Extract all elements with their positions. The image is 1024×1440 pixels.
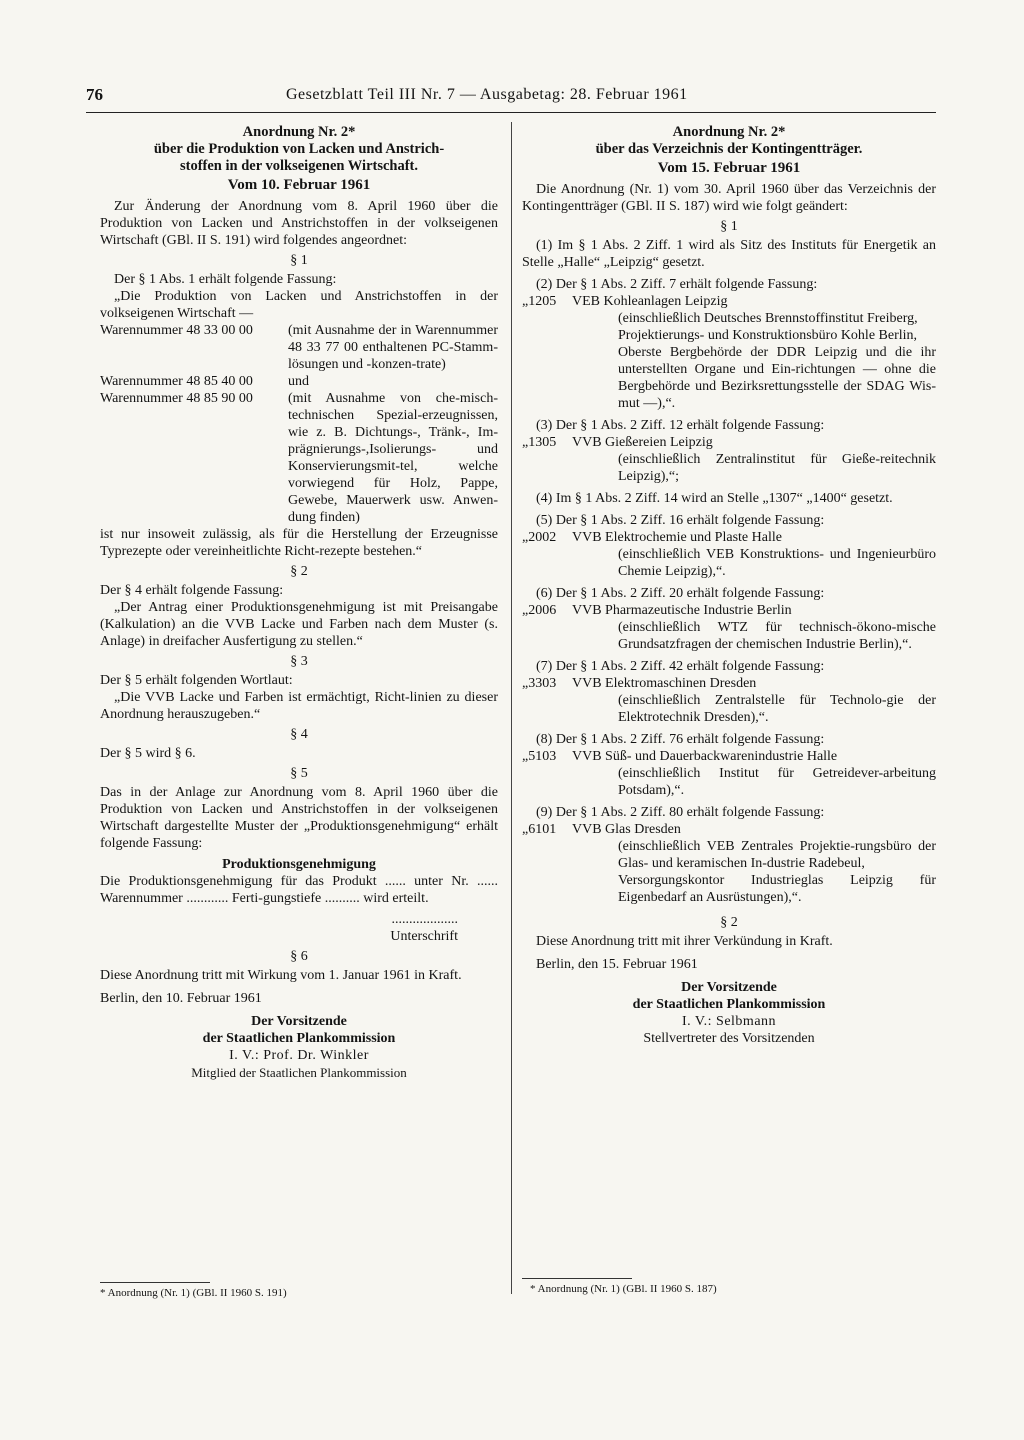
left-s4-text: Der § 5 wird § 6. bbox=[100, 746, 196, 761]
entry-organisation: VEB Kohleanlagen Leipzig bbox=[572, 294, 728, 309]
amendment-item: (4) Im § 1 Abs. 2 Ziff. 14 wird an Stelle „1307“ „1400“ gesetzt. bbox=[536, 491, 893, 506]
left-footnote-rule bbox=[100, 1282, 210, 1283]
entry-detail: (einschließlich VEB Zentrales Projektie-rungsbüro der Glas- und keramischen In-dustrie Radebeul, bbox=[618, 839, 936, 871]
entry-detail: (einschließlich VEB Konstruktions- und Ingenieurbüro Chemie Leipzig),“. bbox=[618, 547, 936, 579]
left-date: Vom 10. Februar 1961 bbox=[227, 177, 371, 193]
left-footnote: * Anordnung (Nr. 1) (GBl. II 1960 S. 191) bbox=[100, 1287, 287, 1299]
ware-label: Warennummer 48 33 00 00 bbox=[100, 323, 253, 338]
entry-number: „6101 bbox=[522, 822, 557, 837]
page-number: 76 bbox=[86, 85, 103, 104]
entry-detail: (einschließlich Institut für Getreidever-arbeitung Potsdam),“. bbox=[618, 766, 936, 798]
form-dots: ................... bbox=[391, 912, 458, 927]
right-column bbox=[522, 124, 936, 1047]
form-signature-label: Unterschrift bbox=[390, 929, 458, 944]
entry-number: „1305 bbox=[522, 435, 557, 450]
right-footnote-rule bbox=[522, 1278, 632, 1279]
left-s6-head: § 6 bbox=[290, 949, 308, 964]
amendment-item: (7) Der § 1 Abs. 2 Ziff. 42 erhält folgende Fassung: bbox=[536, 659, 825, 674]
entry-organisation: VVB Gießereien Leipzig bbox=[572, 435, 713, 450]
left-s1-quote: „Die Produktion von Lacken und Anstrichstoffen in der volkseigenen Wirtschaft — bbox=[100, 289, 498, 321]
page-header bbox=[86, 86, 936, 108]
left-s3-quote: „Die VVB Lacke und Farben ist ermächtigt, Richt-linien zu dieser Anordnung herauszugeben.“ bbox=[100, 690, 498, 722]
left-s1-text: Der § 1 Abs. 1 erhält folgende Fassung: bbox=[114, 272, 337, 287]
left-s2-head: § 2 bbox=[290, 564, 308, 579]
left-column bbox=[100, 124, 498, 1081]
entry-number: „1205 bbox=[522, 294, 557, 309]
entry-organisation: VVB Glas Dresden bbox=[572, 822, 681, 837]
right-date: Vom 15. Februar 1961 bbox=[657, 160, 801, 176]
entry-number: „2002 bbox=[522, 530, 557, 545]
entry-number: „2006 bbox=[522, 603, 557, 618]
left-s5-text: Das in der Anlage zur Anordnung vom 8. April 1960 über die Produktion von Lacken und Anstrichstoffen in der volkseigenen Wirtschaft dargestellte Muster der „Produktionsgenehmigung“ erhält folgende Fassung: bbox=[100, 785, 498, 851]
entry-organisation: VVB Süß- und Dauerbackwarenindustrie Halle bbox=[572, 749, 838, 764]
entry-row bbox=[522, 748, 936, 765]
left-intro: Zur Änderung der Anordnung vom 8. April 1960 über die Produktion von Lacken und Anstrichstoffen in der volkseigenen Wirtschaft (GBl. II S. 191) wird folgendes angeordnet: bbox=[100, 199, 498, 248]
amendment-item: (1) Im § 1 Abs. 2 Ziff. 1 wird als Sitz des Instituts für Energetik an Stelle „Halle“ „Leipzig“ gesetzt. bbox=[522, 238, 936, 270]
form-title: Produktionsgenehmigung bbox=[222, 857, 376, 872]
ware-row bbox=[100, 390, 498, 526]
right-s1-head: § 1 bbox=[720, 219, 738, 234]
left-s3-text: Der § 5 erhält folgenden Wortlaut: bbox=[100, 673, 293, 688]
entry-number: „5103 bbox=[522, 749, 557, 764]
entry-detail: Versorgungskontor Industrieglas Leipzig für Eigenbedarf an Ausrüstungen),“. bbox=[618, 873, 936, 905]
entry-row bbox=[522, 675, 936, 692]
running-title: Gesetzblatt Teil III Nr. 7 — Ausgabetag: 28. Februar 1961 bbox=[286, 86, 688, 103]
right-intro: Die Anordnung (Nr. 1) vom 30. April 1960 über das Verzeichnis der Kontingentträger (GBl. II S. 187) wird wie folgt geändert: bbox=[522, 182, 936, 214]
left-s5-head: § 5 bbox=[290, 766, 308, 781]
entry-row bbox=[522, 434, 936, 451]
left-s3-head: § 3 bbox=[290, 654, 308, 669]
entry-number: „3303 bbox=[522, 676, 557, 691]
entry-organisation: VVB Pharmazeutische Industrie Berlin bbox=[572, 603, 792, 618]
entry-detail: (einschließlich Deutsches Brennstoffinstitut Freiberg, bbox=[618, 311, 918, 326]
right-footnote: * Anordnung (Nr. 1) (GBl. II 1960 S. 187) bbox=[530, 1283, 717, 1295]
right-items bbox=[522, 237, 936, 906]
left-sig-org: der Staatlichen Plankommission bbox=[202, 1031, 396, 1046]
right-title-line: über das Verzeichnis der Kontingentträger. bbox=[595, 141, 863, 157]
left-title-line: Anordnung Nr. 2* bbox=[242, 124, 356, 140]
left-s1-end: ist nur insoweit zulässig, als für die Herstellung der Erzeugnisse Typrezepte oder vereinheitlichte Richt-rezepte bestehen.“ bbox=[100, 527, 498, 559]
column-divider bbox=[511, 122, 512, 1294]
right-sig-org: der Staatlichen Plankommission bbox=[632, 997, 826, 1012]
ware-label: Warennummer 48 85 40 00 bbox=[100, 374, 253, 389]
ware-text: (mit Ausnahme von che-misch-technischen Spezial-erzeugnissen, wie z. B. Dichtungs-, Tränk-, Im-prägnierungs-,Isolierungs- und Konservierungsmit-tel, welche vorwiegend für Holz, Pappe, Gewebe, Mauerwerk usw. Anwen-dung finden) bbox=[288, 391, 498, 525]
entry-detail: Oberste Bergbehörde der DDR Leipzig und die ihr unterstellten Organe und Ein-richtungen — ohne die Bergbehörde und Bezirksrettungsstelle der SDAG Wis-mut —),“. bbox=[618, 345, 936, 411]
ware-label: Warennummer 48 85 90 00 bbox=[100, 391, 253, 406]
form-text: Die Produktionsgenehmigung für das Produkt ...... unter Nr. ...... Warennummer ............ Ferti-gungstiefe .......... wird erteilt. bbox=[100, 874, 498, 906]
right-sig-role: Stellvertreter des Vorsitzenden bbox=[643, 1031, 815, 1046]
left-title-line: stoffen in der volkseigenen Wirtschaft. bbox=[179, 158, 419, 174]
ware-text: und bbox=[288, 374, 309, 389]
left-s1-head: § 1 bbox=[290, 253, 308, 268]
entry-detail: Projektierungs- und Konstruktionsbüro Kohle Berlin, bbox=[618, 328, 918, 343]
entry-detail: (einschließlich WTZ für technisch-ökono-mische Grundsatzfragen der chemischen Industrie Berlin),“. bbox=[618, 620, 936, 652]
amendment-item: (9) Der § 1 Abs. 2 Ziff. 80 erhält folgende Fassung: bbox=[536, 805, 825, 820]
left-title-line: über die Produktion von Lacken und Anstrich- bbox=[153, 141, 445, 157]
right-title-line: Anordnung Nr. 2* bbox=[672, 124, 786, 140]
left-sig-org: Der Vorsitzende bbox=[251, 1014, 347, 1029]
entry-row bbox=[522, 293, 936, 310]
entry-detail: (einschließlich Zentralstelle für Technolo-gie der Elektrotechnik Dresden),“. bbox=[618, 693, 936, 725]
right-sig-org: Der Vorsitzende bbox=[681, 980, 777, 995]
ware-row bbox=[100, 373, 498, 390]
right-s2-text: Diese Anordnung tritt mit ihrer Verkündung in Kraft. bbox=[536, 934, 833, 949]
amendment-item: (3) Der § 1 Abs. 2 Ziff. 12 erhält folgende Fassung: bbox=[536, 418, 825, 433]
left-sig-role: Mitglied der Staatlichen Plankommission bbox=[191, 1065, 407, 1080]
entry-row bbox=[522, 602, 936, 619]
entry-row bbox=[522, 821, 936, 838]
left-s2-text: Der § 4 erhält folgende Fassung: bbox=[100, 583, 284, 598]
left-sig-name: I. V.: Prof. Dr. Winkler bbox=[229, 1048, 369, 1063]
amendment-item: (2) Der § 1 Abs. 2 Ziff. 7 erhält folgende Fassung: bbox=[536, 277, 818, 292]
ware-row bbox=[100, 322, 498, 373]
entry-row bbox=[522, 529, 936, 546]
entry-detail: (einschließlich Zentralinstitut für Gieße-reitechnik Leipzig),“; bbox=[618, 452, 936, 484]
right-place-date: Berlin, den 15. Februar 1961 bbox=[536, 957, 698, 972]
header-rule bbox=[86, 112, 936, 113]
amendment-item: (6) Der § 1 Abs. 2 Ziff. 20 erhält folgende Fassung: bbox=[536, 586, 825, 601]
amendment-item: (8) Der § 1 Abs. 2 Ziff. 76 erhält folgende Fassung: bbox=[536, 732, 825, 747]
left-place-date: Berlin, den 10. Februar 1961 bbox=[100, 991, 262, 1006]
entry-organisation: VVB Elektromaschinen Dresden bbox=[572, 676, 757, 691]
left-s6-text: Diese Anordnung tritt mit Wirkung vom 1. Januar 1961 in Kraft. bbox=[100, 968, 462, 983]
left-s4-head: § 4 bbox=[290, 727, 308, 742]
amendment-item: (5) Der § 1 Abs. 2 Ziff. 16 erhält folgende Fassung: bbox=[536, 513, 825, 528]
right-sig-name: I. V.: Selbmann bbox=[681, 1014, 777, 1029]
right-s2-head: § 2 bbox=[720, 915, 738, 930]
ware-text: (mit Ausnahme der in Warennummer 48 33 77 00 enthaltenen PC-Stamm-lösungen und -konzen-trate) bbox=[288, 323, 498, 372]
entry-organisation: VVB Elektrochemie und Plaste Halle bbox=[572, 530, 782, 545]
left-s2-quote: „Der Antrag einer Produktionsgenehmigung ist mit Preisangabe (Kalkulation) an die VVB Lacke und Farben nach dem Muster (s. Anlage) in dreifacher Ausfertigung zu stellen.“ bbox=[100, 600, 498, 649]
